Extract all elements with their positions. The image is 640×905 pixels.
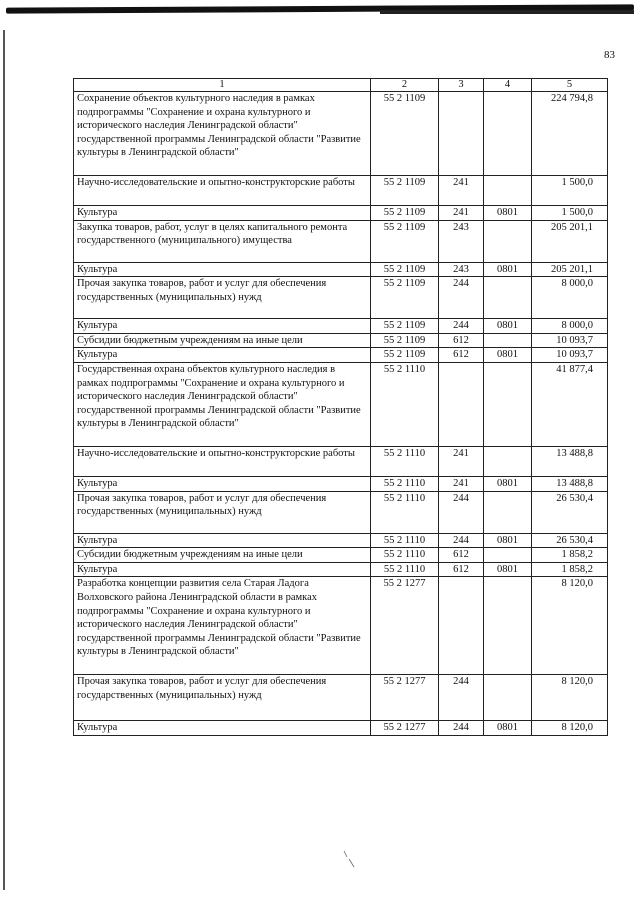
row-name: Прочая закупка товаров, работ и услуг для обеспечения государственных (муниципальных) нужд: [74, 277, 371, 319]
row-section: [484, 446, 532, 476]
row-code: 55 2 1109: [371, 92, 439, 176]
row-amount: 13 488,8: [532, 476, 608, 491]
row-expense-type: 241: [439, 476, 484, 491]
row-section: [484, 362, 532, 446]
table-row: [74, 562, 608, 577]
row-name: Культура: [74, 721, 371, 736]
row-code: 55 2 1109: [371, 220, 439, 262]
row-expense-type: [439, 577, 484, 675]
table-row: [74, 491, 608, 533]
row-code: 55 2 1277: [371, 675, 439, 721]
row-expense-type: 244: [439, 721, 484, 736]
table-row: [74, 476, 608, 491]
header-col-1: 1: [74, 79, 371, 92]
row-code: 55 2 1109: [371, 333, 439, 348]
table-row: [74, 548, 608, 563]
row-code: 55 2 1110: [371, 446, 439, 476]
table-row: [74, 721, 608, 736]
table-row: [74, 92, 608, 176]
row-section: [484, 277, 532, 319]
pen-mark: [343, 850, 355, 868]
row-section: [484, 577, 532, 675]
row-code: 55 2 1110: [371, 362, 439, 446]
row-name: Государственная охрана объектов культурного наследия в рамках подпрограммы "Сохранение и охрана культурного и исторического наследия Ленинградской области" государственной программы Ленинградской области "Развитие культуры в Ленинградской области": [74, 362, 371, 446]
row-section: 0801: [484, 348, 532, 363]
table-row: [74, 176, 608, 206]
row-code: 55 2 1277: [371, 721, 439, 736]
row-name: Культура: [74, 476, 371, 491]
row-code: 55 2 1109: [371, 176, 439, 206]
row-expense-type: 244: [439, 533, 484, 548]
row-expense-type: 241: [439, 176, 484, 206]
row-code: 55 2 1109: [371, 319, 439, 334]
row-code: 55 2 1109: [371, 262, 439, 277]
row-section: [484, 491, 532, 533]
row-amount: 1 500,0: [532, 176, 608, 206]
row-expense-type: [439, 362, 484, 446]
row-name: Культура: [74, 562, 371, 577]
row-name: Культура: [74, 206, 371, 221]
row-section: 0801: [484, 533, 532, 548]
row-name: Прочая закупка товаров, работ и услуг для обеспечения государственных (муниципальных) нужд: [74, 675, 371, 721]
row-amount: 8 120,0: [532, 577, 608, 675]
header-col-3: 3: [439, 79, 484, 92]
row-name: Субсидии бюджетным учреждениям на иные цели: [74, 548, 371, 563]
budget-table: [73, 78, 608, 736]
row-section: [484, 176, 532, 206]
row-name: Научно-исследовательские и опытно-конструкторские работы: [74, 176, 371, 206]
row-expense-type: 612: [439, 333, 484, 348]
row-section: 0801: [484, 562, 532, 577]
row-expense-type: 241: [439, 206, 484, 221]
row-section: [484, 333, 532, 348]
row-amount: 1 500,0: [532, 206, 608, 221]
row-amount: 26 530,4: [532, 491, 608, 533]
row-amount: 26 530,4: [532, 533, 608, 548]
row-code: 55 2 1109: [371, 206, 439, 221]
row-name: Сохранение объектов культурного наследия в рамках подпрограммы "Сохранение и охрана культурного и исторического наследия Ленинградской области" государственной программы Ленинградской области "Развитие культуры в Ленинградской области": [74, 92, 371, 176]
row-code: 55 2 1109: [371, 277, 439, 319]
row-amount: 10 093,7: [532, 333, 608, 348]
row-name: Культура: [74, 262, 371, 277]
table-row: [74, 319, 608, 334]
table-row: [74, 362, 608, 446]
row-expense-type: 244: [439, 277, 484, 319]
row-amount: 205 201,1: [532, 220, 608, 262]
table-row: [74, 675, 608, 721]
table-row: [74, 262, 608, 277]
row-amount: 13 488,8: [532, 446, 608, 476]
row-name: Закупка товаров, работ, услуг в целях капитального ремонта государственного (муниципального) имущества: [74, 220, 371, 262]
row-expense-type: 244: [439, 491, 484, 533]
row-section: 0801: [484, 721, 532, 736]
row-expense-type: 244: [439, 319, 484, 334]
row-code: 55 2 1109: [371, 348, 439, 363]
row-code: 55 2 1110: [371, 491, 439, 533]
scan-edge-top-right: [380, 10, 634, 14]
row-section: [484, 220, 532, 262]
table-row: [74, 277, 608, 319]
row-amount: 8 000,0: [532, 277, 608, 319]
row-name: Субсидии бюджетным учреждениям на иные цели: [74, 333, 371, 348]
row-code: 55 2 1110: [371, 476, 439, 491]
header-col-2: 2: [371, 79, 439, 92]
row-name: Научно-исследовательские и опытно-конструкторские работы: [74, 446, 371, 476]
table-row: [74, 333, 608, 348]
row-name: Культура: [74, 348, 371, 363]
row-amount: 1 858,2: [532, 548, 608, 563]
row-expense-type: 612: [439, 562, 484, 577]
row-amount: 8 120,0: [532, 675, 608, 721]
row-name: Культура: [74, 533, 371, 548]
table-row: [74, 446, 608, 476]
row-code: 55 2 1110: [371, 548, 439, 563]
header-col-4: 4: [484, 79, 532, 92]
row-section: [484, 675, 532, 721]
row-name: Прочая закупка товаров, работ и услуг для обеспечения государственных (муниципальных) нужд: [74, 491, 371, 533]
page-number: 83: [604, 49, 615, 61]
table-row: [74, 577, 608, 675]
row-section: 0801: [484, 476, 532, 491]
table-header-row: [74, 79, 608, 92]
row-section: 0801: [484, 206, 532, 221]
row-amount: 41 877,4: [532, 362, 608, 446]
row-section: 0801: [484, 319, 532, 334]
table-row: [74, 533, 608, 548]
row-expense-type: 243: [439, 220, 484, 262]
row-code: 55 2 1110: [371, 562, 439, 577]
header-col-5: 5: [532, 79, 608, 92]
row-code: 55 2 1277: [371, 577, 439, 675]
row-expense-type: 241: [439, 446, 484, 476]
row-code: 55 2 1110: [371, 533, 439, 548]
row-name: Культура: [74, 319, 371, 334]
row-name: Разработка концепции развития села Старая Ладога Волховского района Ленинградской области в рамках подпрограммы "Сохранение и охрана культурного и исторического наследия Ленинградской области" государственной программы Ленинградской области "Развитие культуры в Ленинградской области": [74, 577, 371, 675]
row-amount: 1 858,2: [532, 562, 608, 577]
scan-edge-left: [3, 30, 5, 890]
row-expense-type: [439, 92, 484, 176]
table-row: [74, 220, 608, 262]
row-expense-type: 612: [439, 348, 484, 363]
row-amount: 10 093,7: [532, 348, 608, 363]
row-expense-type: 244: [439, 675, 484, 721]
row-expense-type: 612: [439, 548, 484, 563]
row-section: [484, 92, 532, 176]
row-expense-type: 243: [439, 262, 484, 277]
row-amount: 205 201,1: [532, 262, 608, 277]
row-amount: 8 120,0: [532, 721, 608, 736]
table-row: [74, 206, 608, 221]
table-row: [74, 348, 608, 363]
row-section: 0801: [484, 262, 532, 277]
row-section: [484, 548, 532, 563]
row-amount: 8 000,0: [532, 319, 608, 334]
row-amount: 224 794,8: [532, 92, 608, 176]
